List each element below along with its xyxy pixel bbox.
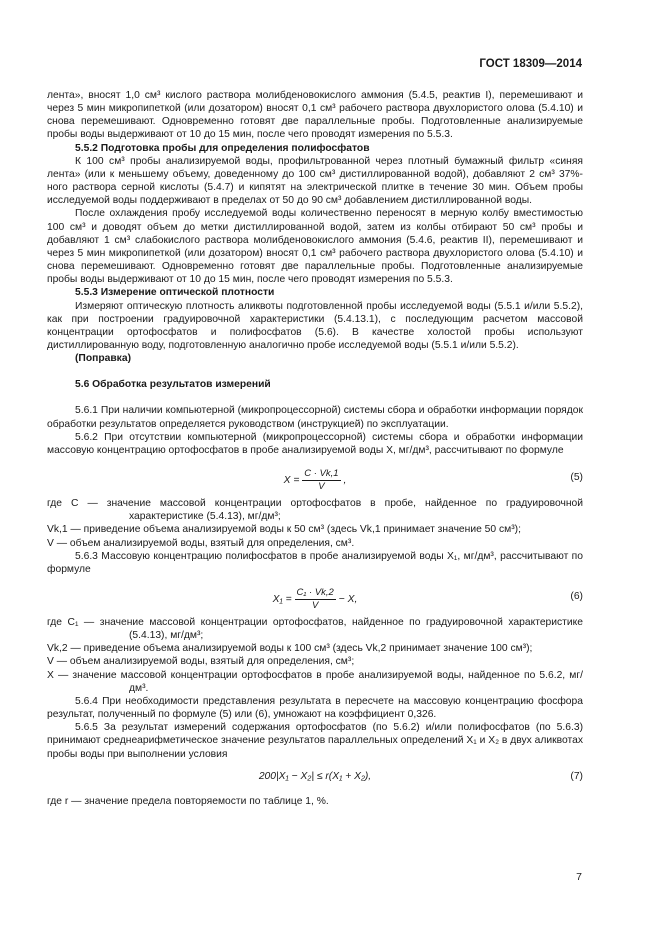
heading-5-5-3: 5.5.3 Измерение оптической плотности (75, 287, 275, 299)
paragraph-5-6-5: 5.6.5 За результат измерений содержания ортофосфатов (по 5.6.2) и/или полифосфатов (по 5.6.3) принимают среднеарифметическое значение результатов параллельных определений X₁ и X₂ в двух аликвотах пробы воды при выполнении условия (47, 722, 583, 760)
paragraph-last: где r — значение предела повторяемости по таблице 1, %. (47, 795, 329, 807)
formula-6-fraction (295, 587, 336, 612)
where-item: где C₁ — значение массовой концентрации ортофосфатов, найденное по градуировочной характеристике (5.4.13), мг/дм³; (47, 617, 583, 642)
formula-5-number: (5) (570, 472, 583, 484)
where-list-2 (47, 616, 583, 695)
formula-7 (47, 763, 583, 793)
formula-6-denominator: V (312, 600, 319, 611)
formula-5-lhs: X = (283, 475, 300, 487)
heading-5-5-2: 5.5.2 Подготовка пробы для определения полифосфатов (75, 142, 370, 154)
formula-7-number: (7) (570, 770, 583, 782)
heading-5-6: 5.6 Обработка результатов измерений (75, 379, 271, 391)
formula-5-fraction (302, 468, 340, 493)
where-item: где C — значение массовой концентрации ортофосфатов в пробе, найденное по градуировочной характеристике (5.4.13), мг/дм³; (47, 498, 583, 523)
formula-6-numerator: C₁ · Vk,2 (296, 587, 334, 598)
paragraph-1: лента», вносят 1,0 см³ кислого раствора молибденовокислого аммония (5.4.5, реактив I), перемешивают и через 5 мин микропипеткой (или дозатором) вносят 0,1 см³ рабочего раствора двухлористого олова (5.4.10) и снова перемешивают. Одновременно готовят две параллельные пробы. Подготовленные анализируемые пробы воды выдерживают от 10 до 15 мин, после чего проводят измерения по 5.5.3. (47, 90, 583, 141)
formula-6-lhs: X₁ = (272, 594, 292, 606)
where-list-1 (47, 497, 583, 550)
paragraph-5-6-4: 5.6.4 При необходимости представления результата в пересчете на массовую концентрацию фосфора результат, полученный по формуле (5) или (6), умножают на коэффициент 0,326. (47, 695, 583, 721)
paragraph-2: К 100 см³ пробы анализируемой воды, профильтрованной через плотный бумажный фильтр «синяя лента» (или к меньшему объему, доведенному до 100 см³ дистиллированной водой), добавляют 2 см³ 37%-ного раствора серной кислоты (5.4.7) и кипятят на электрической плитке в течение 30 мин. Объем пробы исследуемой воды поддерживают в пределах от 50 до 90 см³ добавлением дистиллированной воды. (47, 155, 583, 207)
formula-5-denominator: V (318, 481, 325, 493)
document-id: ГОСТ 18309—2014 (479, 58, 582, 70)
paragraph-4: Измеряют оптическую плотность аликвоты подготовленной пробы исследуемой воды (5.5.1 и/или 5.5.2), как при построении градуировочной характеристики (5.4.13.1), с последующим расчетом массовой концентрации ортофосфатов и полифосфатов (5.6). В качестве холостой пробы используют дистиллированную воду, подготовленную аналогично пробе исследуемой воды (5.5.1 и/или 5.5.2). (47, 300, 583, 351)
formula-5-tail: , (343, 475, 347, 487)
where-item: V — объем анализируемой воды, взятый для определения, см³. (47, 537, 355, 549)
paragraph-3: После охлаждения пробу исследуемой воды количественно переносят в мерную колбу вместимостью 100 см³ и доводят объем до метки дистиллированной водой, затем из колбы отбирают 50 см³ пробы и добавляют 1 см³ слабокислого раствора молибденовокислого аммония (5.4.6, реактив II), перемешивают и через 5 мин микропипеткой (или дозатором) вносят 0,1 см³ рабочего раствора двухлористого олова (5.4.10) и снова перемешивают. Одновременно готовят две параллельные пробы. Подготовленные анализируемые пробы воды выдерживают от 10 до 15 мин, после чего проводят измерения по 5.5.3. (47, 208, 583, 286)
where-item: Vk,1 — приведение объема анализируемой воды к 50 см³ (здесь Vk,1 принимает значение 50 см³); (47, 524, 521, 536)
formula-6 (47, 578, 583, 614)
formula-5 (47, 459, 583, 495)
page-number: 7 (576, 871, 582, 883)
amendment-note: (Поправка) (75, 353, 131, 365)
where-item: Vk,2 — приведение объема анализируемой воды к 100 см³ (здесь Vk,2 принимает значение 100 см³); (47, 643, 533, 655)
formula-5-numerator: C · Vk,1 (304, 468, 339, 480)
paragraph-5-6-1: 5.6.1 При наличии компьютерной (микропроцессорной) системы сбора и обработки информации порядок обработки результатов определяется руководством (инструкцией) по эксплуатации. (47, 405, 583, 430)
where-item: V — объем анализируемой воды, взятый для определения, см³; (47, 656, 355, 668)
page-content (47, 89, 583, 808)
paragraph-5-6-3: 5.6.3 Массовую концентрацию полифосфатов в пробе анализируемой воды X₁, мг/дм³, рассчитывают по формуле (47, 550, 583, 575)
formula-6-number: (6) (570, 591, 583, 602)
formula-7-expression: 200|X₁ − X₂| ≤ r(X₁ + X₂), (258, 770, 372, 782)
paragraph-5-6-2: 5.6.2 При отсутствии компьютерной (микропроцессорной) системы сбора и обработки информации массовую концентрацию ортофосфатов в пробе анализируемой воды X, мг/дм³, рассчитывают по формуле (47, 431, 583, 456)
where-item: X — значение массовой концентрации ортофосфатов в пробе анализируемой воды, найденное по 5.6.2, мг/дм³. (47, 669, 583, 694)
formula-6-tail: − X, (338, 594, 358, 606)
